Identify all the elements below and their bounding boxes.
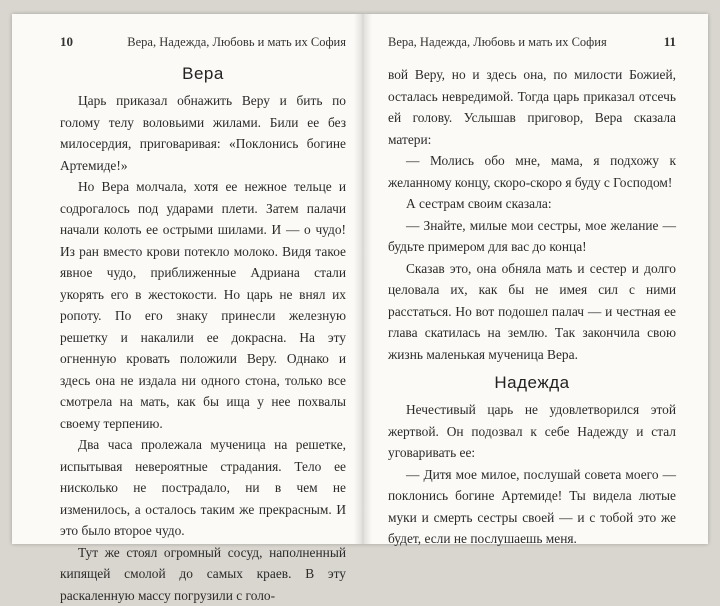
section-heading-nadezhda: Надежда [388,373,676,393]
right-page-number: 11 [664,34,676,50]
right-page [362,14,708,544]
left-paragraph: Но Вера молчала, хотя ее нежное тельце и содрогалось под ударами плети. Затем палачи начали колоть ее острыми шилами. И — о чудо! Из ран вместо крови потекло молоко. Видя такое явное чудо, приближенные Адриана стали укорять его в жестокости. Но царь не внял их ропоту. По его знаку принесли железную решетку и накалили ее докрасна. На эту огненную кровать положили Веру. Однако и здесь она не издала ни одного стона, только все смотрела на мать, как бы ища у нее похвалы своему терпению. [60,176,346,434]
left-page-number: 10 [60,34,73,50]
right-paragraph: — Дитя мое милое, послушай совета моего — поклонись богине Артемиде! Ты видела лютые муки и смерть сестры своей — и с тобой это же будет, если не послушаешь меня. [388,464,676,550]
section-heading-vera: Вера [60,64,346,84]
right-running-title: Вера, Надежда, Любовь и мать их София [388,35,607,50]
left-running-title: Вера, Надежда, Любовь и мать их София [127,35,346,50]
right-running-head [388,34,676,50]
left-running-head [60,34,346,50]
right-paragraph: Сказав это, она обняла мать и сестер и долго целовала их, как бы не имея сил с ними расстаться. Но вот подошел палач — и честная ее глава скатилась на землю. Так закончила свою жизнь маленькая мученица Вера. [388,258,676,366]
right-paragraph: вой Веру, но и здесь она, по милости Божией, осталась невредимой. Тогда царь приказал отсечь ей голову. Услышав приговор, Вера сказала матери: [388,64,676,150]
right-paragraph: — Знайте, милые мои сестры, мое желание — будьте примером для вас до конца! [388,215,676,258]
book-spread [12,14,708,544]
left-paragraph: Царь приказал обнажить Веру и бить по голому телу воловьими жилами. Били ее без милосердия, приговаривая: «Поклонись богине Артемиде!» [60,90,346,176]
left-paragraph: Тут же стоял огромный сосуд, наполненный кипящей смолой до самых краев. В эту раскаленную массу погрузили с голо- [60,542,346,606]
right-paragraph: А сестрам своим сказала: [388,193,676,215]
right-paragraph: Нечестивый царь не удовлетворился этой жертвой. Он подозвал к себе Надежду и стал уговаривать ее: [388,399,676,464]
left-paragraph: Два часа пролежала мученица на решетке, испытывая невероятные страдания. Тело ее нисколько не пострадало, ни в чем не изменилось, а осталось таким же прекрасным. И это было второе чудо. [60,434,346,542]
left-page [12,14,362,544]
right-paragraph: — Молись обо мне, мама, я подхожу к желанному концу, скоро-скоро я буду с Господом! [388,150,676,193]
